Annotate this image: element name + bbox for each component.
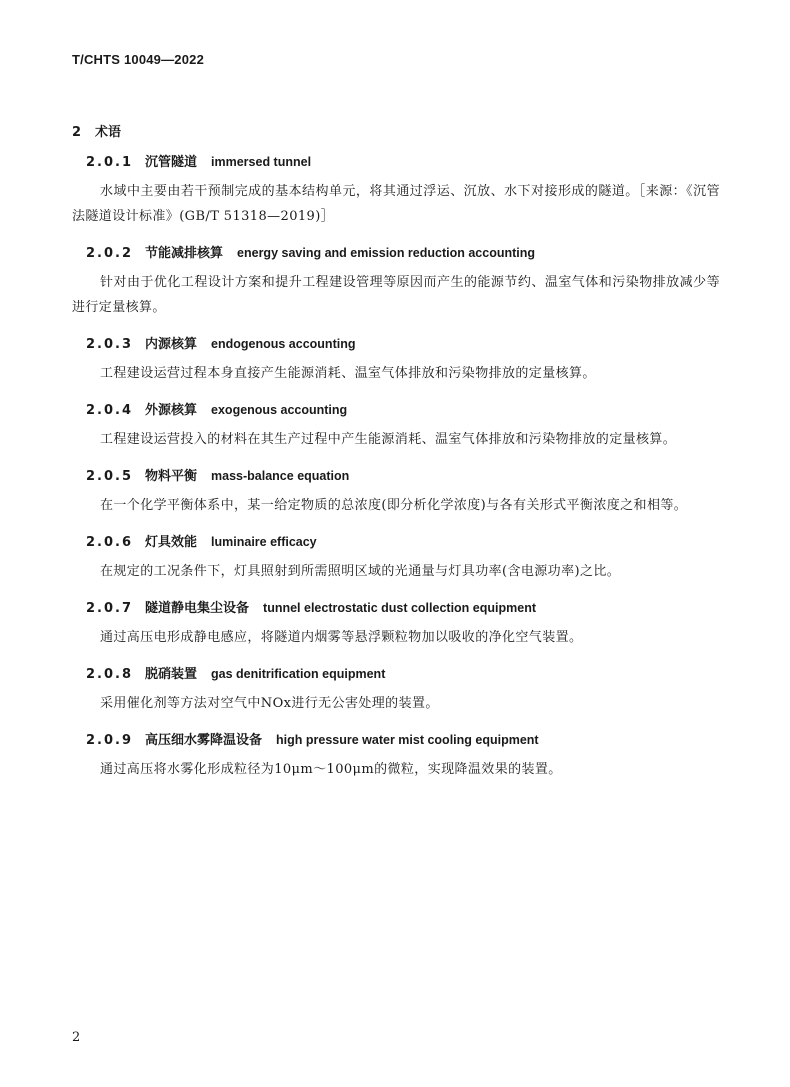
term-number: 2.0.9	[86, 733, 134, 748]
term-number: 2.0.8	[86, 667, 134, 682]
term-heading	[72, 466, 720, 486]
term-definition: 在规定的工况条件下，灯具照射到所需照明区域的光通量与灯具功率(含电源功率)之比。	[100, 564, 621, 579]
term-name-cn: 高压细水雾降温设备	[145, 733, 263, 748]
term-name-en: mass-balance equation	[211, 469, 350, 483]
page-number: 2	[72, 1030, 81, 1045]
term-name-en: energy saving and emission reduction accounting	[237, 246, 536, 260]
term-definition: 针对由于优化工程设计方案和提升工程建设管理等原因而产生的能源节约、温室气体和污染物排放减少等进行定量核算。	[72, 275, 720, 315]
term-heading	[72, 532, 720, 552]
term-entry	[72, 152, 720, 229]
term-name-cn: 外源核算	[145, 403, 198, 418]
term-name-en: luminaire efficacy	[211, 535, 317, 549]
term-entry	[72, 334, 720, 386]
term-number: 2.0.1	[86, 155, 134, 170]
term-heading	[72, 334, 720, 354]
term-definition: 工程建设运营过程本身直接产生能源消耗、温室气体排放和污染物排放的定量核算。	[100, 366, 596, 381]
term-name-cn: 内源核算	[145, 337, 198, 352]
term-name-cn: 沉管隧道	[145, 155, 198, 170]
term-entry	[72, 532, 720, 584]
terms-list	[72, 152, 720, 796]
term-name-en: exogenous accounting	[211, 403, 348, 417]
term-name-en: tunnel electrostatic dust collection equipment	[263, 601, 536, 615]
term-entry	[72, 598, 720, 650]
term-heading	[72, 598, 720, 618]
term-heading	[72, 152, 720, 172]
section-title: 术语	[95, 125, 122, 140]
term-number: 2.0.7	[86, 601, 134, 616]
term-number: 2.0.2	[86, 246, 134, 261]
term-entry	[72, 664, 720, 716]
term-heading	[72, 400, 720, 420]
section-heading	[72, 121, 121, 140]
term-definition: 水域中主要由若干预制完成的基本结构单元，将其通过浮运、沉放、水下对接形成的隧道。［来源：《沉管法隧道设计标准》(GB/T 51318—2019)］	[72, 184, 720, 224]
term-definition: 通过高压电形成静电感应，将隧道内烟雾等悬浮颗粒物加以吸收的净化空气装置。	[100, 630, 583, 645]
term-number: 2.0.3	[86, 337, 134, 352]
term-name-cn: 灯具效能	[145, 535, 198, 550]
term-heading	[72, 664, 720, 684]
term-name-en: endogenous accounting	[211, 337, 356, 351]
term-entry	[72, 243, 720, 320]
term-number: 2.0.6	[86, 535, 134, 550]
term-name-cn: 脱硝装置	[145, 667, 198, 682]
term-name-en: gas denitrification equipment	[211, 667, 386, 681]
term-definition: 在一个化学平衡体系中，某一给定物质的总浓度(即分析化学浓度)与各有关形式平衡浓度之和相等。	[100, 498, 688, 513]
term-entry	[72, 400, 720, 452]
term-number: 2.0.5	[86, 469, 134, 484]
term-entry	[72, 466, 720, 518]
document-code: T/CHTS 10049—2022	[72, 52, 205, 67]
term-number: 2.0.4	[86, 403, 134, 418]
term-definition: 工程建设运营投入的材料在其生产过程中产生能源消耗、温室气体排放和污染物排放的定量核算。	[100, 432, 677, 447]
term-heading	[72, 730, 720, 750]
term-definition: 通过高压将水雾化形成粒径为10μm～100μm的微粒，实现降温效果的装置。	[100, 762, 562, 777]
term-name-en: immersed tunnel	[211, 155, 312, 169]
term-name-en: high pressure water mist cooling equipment	[276, 733, 539, 747]
term-name-cn: 物料平衡	[145, 469, 198, 484]
section-number: 2	[72, 125, 82, 140]
term-name-cn: 节能减排核算	[145, 246, 224, 261]
term-name-cn: 隧道静电集尘设备	[145, 601, 250, 616]
term-entry	[72, 730, 720, 782]
term-heading	[72, 243, 720, 263]
term-definition: 采用催化剂等方法对空气中NOx进行无公害处理的装置。	[100, 696, 439, 711]
